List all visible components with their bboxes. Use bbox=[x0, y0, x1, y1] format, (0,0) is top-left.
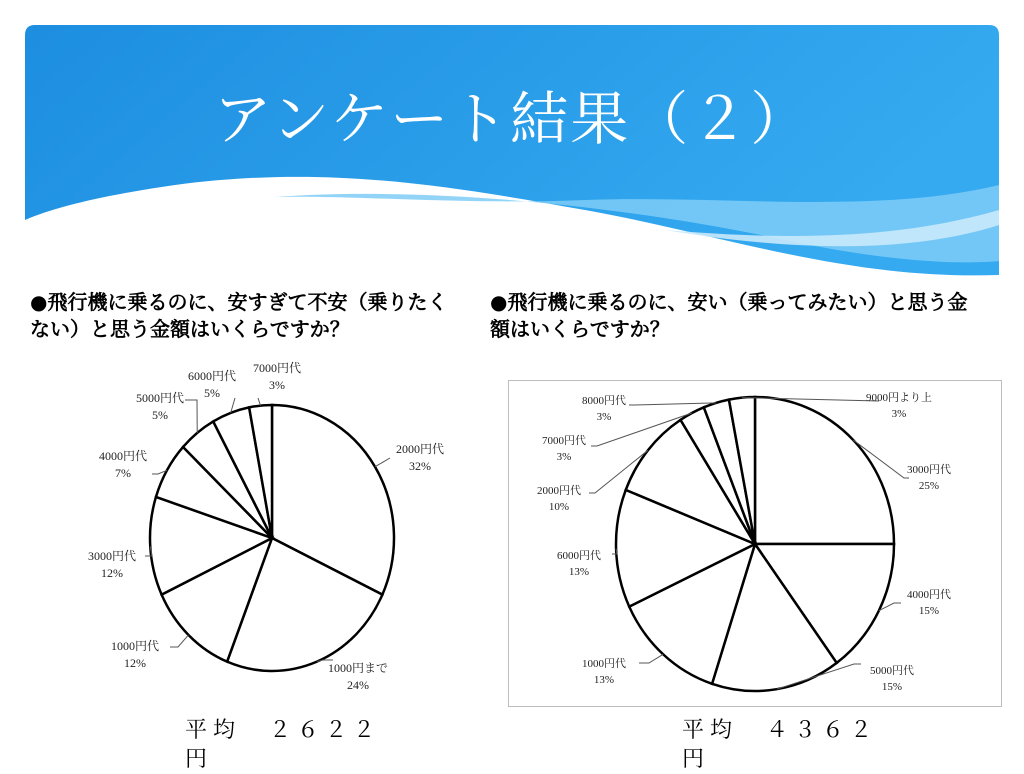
pie-slice bbox=[755, 397, 894, 544]
slice-percent: 3% bbox=[891, 408, 907, 420]
slice-label: 4000円代 bbox=[907, 589, 951, 601]
slice-label: 1000円まで bbox=[327, 661, 389, 675]
slice-label: 1000円代 bbox=[110, 639, 160, 653]
leader-line bbox=[258, 398, 261, 406]
slice-percent: 3% bbox=[596, 411, 612, 423]
slice-percent: 13% bbox=[568, 566, 590, 578]
slice-label: 5000円代 bbox=[870, 665, 914, 677]
pie-chart-left bbox=[40, 360, 480, 700]
question-right: ●飛行機に乗るのに、安い（乗ってみたい）と思う金額はいくらですか？ bbox=[490, 290, 968, 341]
leader-line bbox=[639, 654, 663, 663]
slice-percent: 10% bbox=[548, 501, 570, 513]
slice-percent: 32% bbox=[409, 459, 431, 473]
leader-line bbox=[170, 635, 188, 647]
slice-percent: 13% bbox=[593, 674, 615, 686]
slice-percent: 7% bbox=[115, 466, 131, 480]
question-left: ●飛行機に乗るのに、安すぎて不安（乗りたくない）と思う金額はいくらですか？ bbox=[30, 290, 448, 341]
slice-percent: 12% bbox=[124, 656, 146, 670]
average-left: 平均 ２６２２円 bbox=[185, 718, 382, 772]
slice-label: 6000円代 bbox=[557, 550, 601, 562]
slice-label: 7000円代 bbox=[542, 435, 586, 447]
slice-percent: 24% bbox=[347, 678, 369, 692]
pie-chart-right bbox=[509, 381, 1001, 706]
slice-label: 3000円代 bbox=[87, 549, 137, 563]
slice-label: 9000円より上 bbox=[866, 392, 932, 404]
slide-title: アンケート結果（２） bbox=[213, 85, 811, 153]
slice-label: 6000円代 bbox=[187, 369, 237, 383]
slice-label: 1000円代 bbox=[582, 658, 626, 670]
slice-label: 7000円代 bbox=[252, 361, 302, 375]
slice-percent: 12% bbox=[101, 566, 123, 580]
leader-line bbox=[185, 400, 197, 433]
slice-label: 4000円代 bbox=[98, 449, 148, 463]
slice-percent: 5% bbox=[152, 408, 168, 422]
slice-label: 2000円代 bbox=[537, 485, 581, 497]
average-right: 平均 ４３６２円 bbox=[682, 718, 879, 772]
slice-percent: 25% bbox=[918, 480, 940, 492]
slice-percent: 3% bbox=[556, 451, 572, 463]
slice-percent: 3% bbox=[269, 378, 285, 392]
slice-percent: 15% bbox=[918, 605, 940, 617]
pie-chart-right-frame bbox=[508, 380, 1002, 707]
slice-percent: 5% bbox=[204, 386, 220, 400]
leader-line bbox=[375, 458, 390, 467]
slice-label: 2000円代 bbox=[395, 442, 445, 456]
slice-label: 3000円代 bbox=[907, 464, 951, 476]
slice-label: 8000円代 bbox=[582, 395, 626, 407]
slice-percent: 15% bbox=[881, 681, 903, 693]
slice-label: 5000円代 bbox=[135, 391, 185, 405]
leader-line bbox=[629, 403, 716, 405]
